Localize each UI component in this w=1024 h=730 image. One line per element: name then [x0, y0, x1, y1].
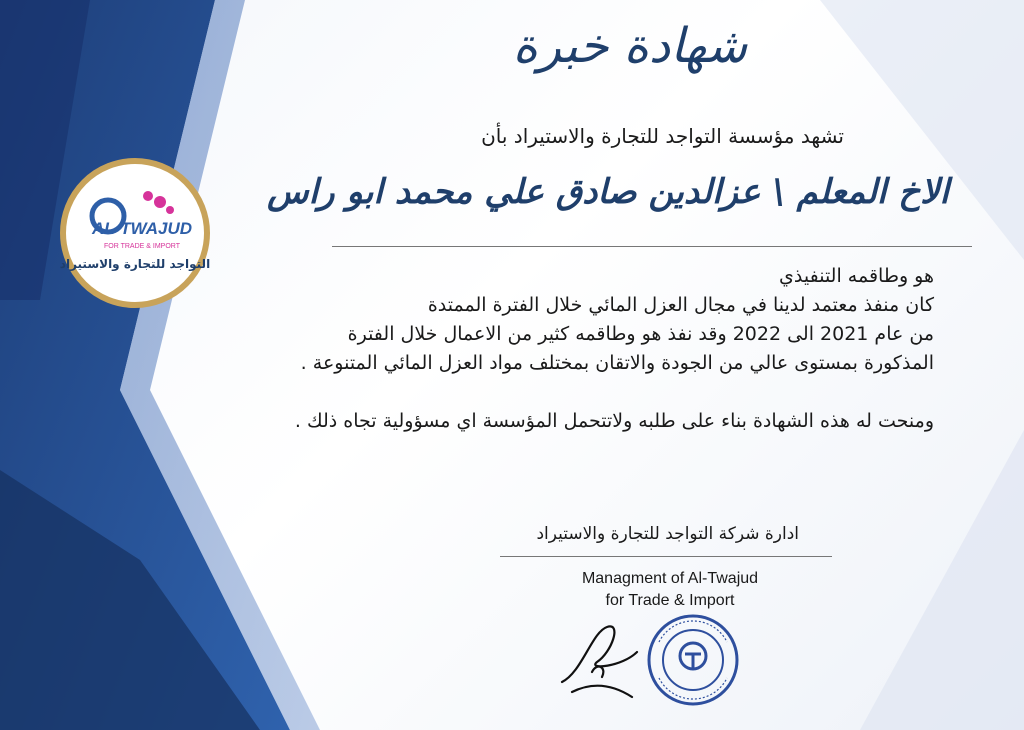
signature-rule	[500, 556, 832, 557]
body-line: المذكورة بمستوى عالي من الجودة والاتقان بمختلف مواد العزل المائي المتنوعة .	[300, 352, 934, 374]
logo-brand: AL-TWAJUD	[91, 219, 193, 238]
body-line: هو وطاقمه التنفيذي	[779, 265, 934, 287]
paragraph-spacer	[274, 378, 934, 407]
signature-stroke	[562, 626, 637, 697]
logo-dot	[154, 196, 166, 208]
company-stamp	[645, 612, 741, 708]
logo-brand-arabic: التواجد للتجارة والاستيراد	[59, 257, 211, 271]
top-right-facet	[820, 0, 1024, 260]
body-line: كان منفذ معتمد لدينا في مجال العزل المائي خلال الفترة الممتدة	[427, 294, 934, 316]
logo-dot	[166, 206, 174, 214]
intro-line: تشهد مؤسسة التواجد للتجارة والاستيراد بأن	[481, 124, 844, 148]
bottom-right-facet	[860, 430, 1024, 730]
handwritten-signature	[552, 612, 642, 702]
logo-dot	[143, 191, 153, 201]
recipient-name: الاخ المعلم \ عزالدين صادق علي محمد ابو راس	[267, 172, 949, 212]
logo-tagline: FOR TRADE & IMPORT	[104, 243, 180, 250]
signature-english-line1: Managment of Al-Twajud	[581, 570, 759, 587]
closing-line: ومنحت له هذه الشهادة بناء على طلبه ولاتتحمل المؤسسة اي مسؤولية تجاه ذلك .	[294, 410, 934, 432]
company-logo	[50, 158, 220, 308]
certificate-body	[274, 262, 934, 436]
signature-english-line2: for Trade & Import	[605, 592, 735, 609]
signature-english	[540, 568, 800, 612]
signature-arabic: ادارة شركة التواجد للتجارة والاستيراد	[536, 524, 799, 544]
name-underline	[332, 246, 972, 247]
certificate-title: شهادة خبرة	[512, 18, 748, 74]
body-line: من عام 2021 الى 2022 وقد نفذ هو وطاقمه كثير من الاعمال خلال الفترة	[347, 323, 934, 345]
